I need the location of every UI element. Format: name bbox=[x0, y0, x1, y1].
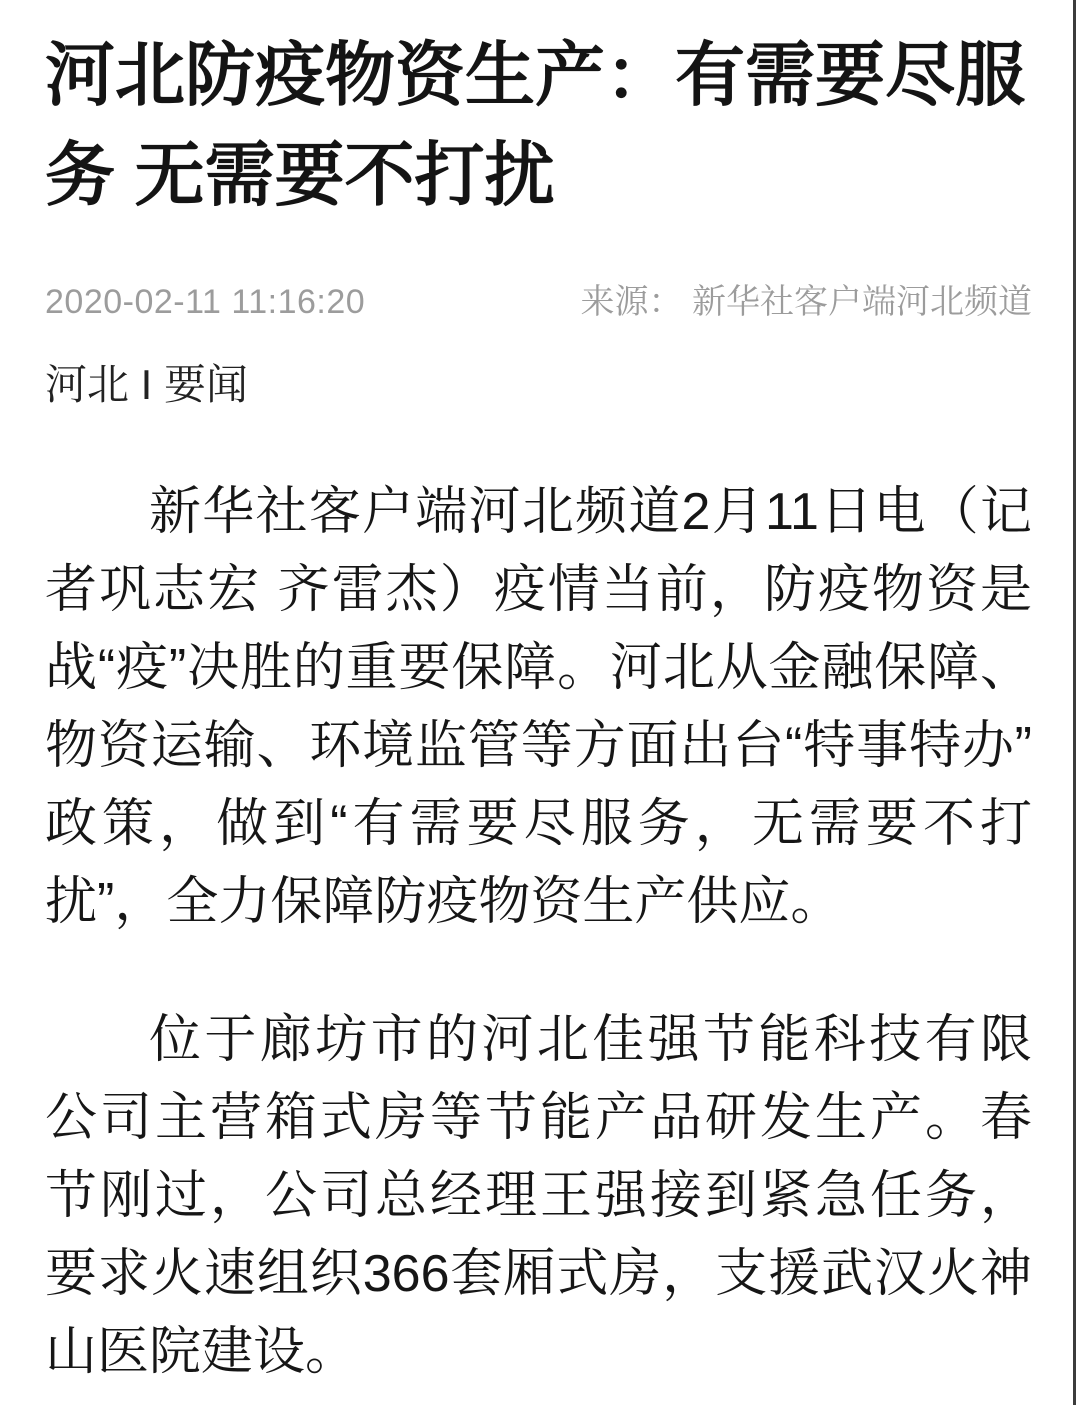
paragraph: 位于廊坊市的河北佳强节能科技有限公司主营箱式房等节能产品研发生产。春节刚过，公司总经理王强接到紧急任务，要求火速组织366套厢式房，支援武汉火神山医院建设。 bbox=[45, 1011, 1032, 1381]
article-meta bbox=[45, 281, 1032, 323]
article-body bbox=[45, 473, 1032, 1391]
article-title: 河北防疫物资生产：有需要尽服务 无需要不打扰 bbox=[45, 36, 1025, 214]
source-label: 来源： 新华社客户端河北频道 bbox=[580, 283, 1032, 321]
category-label: 河北 I 要闻 bbox=[45, 361, 249, 408]
paragraph: 新华社客户端河北频道2月11日电（记者巩志宏 齐雷杰）疫情当前，防疫物资是战“疫”决胜的重要保障。河北从金融保障、物资运输、环境监管等方面出台“特事特办”政策，做到“有需要尽服务，无需要不打扰”，全力保障防疫物资生产供应。 bbox=[45, 483, 1032, 931]
publish-date: 2020-02-11 11:16:20 bbox=[45, 283, 366, 321]
